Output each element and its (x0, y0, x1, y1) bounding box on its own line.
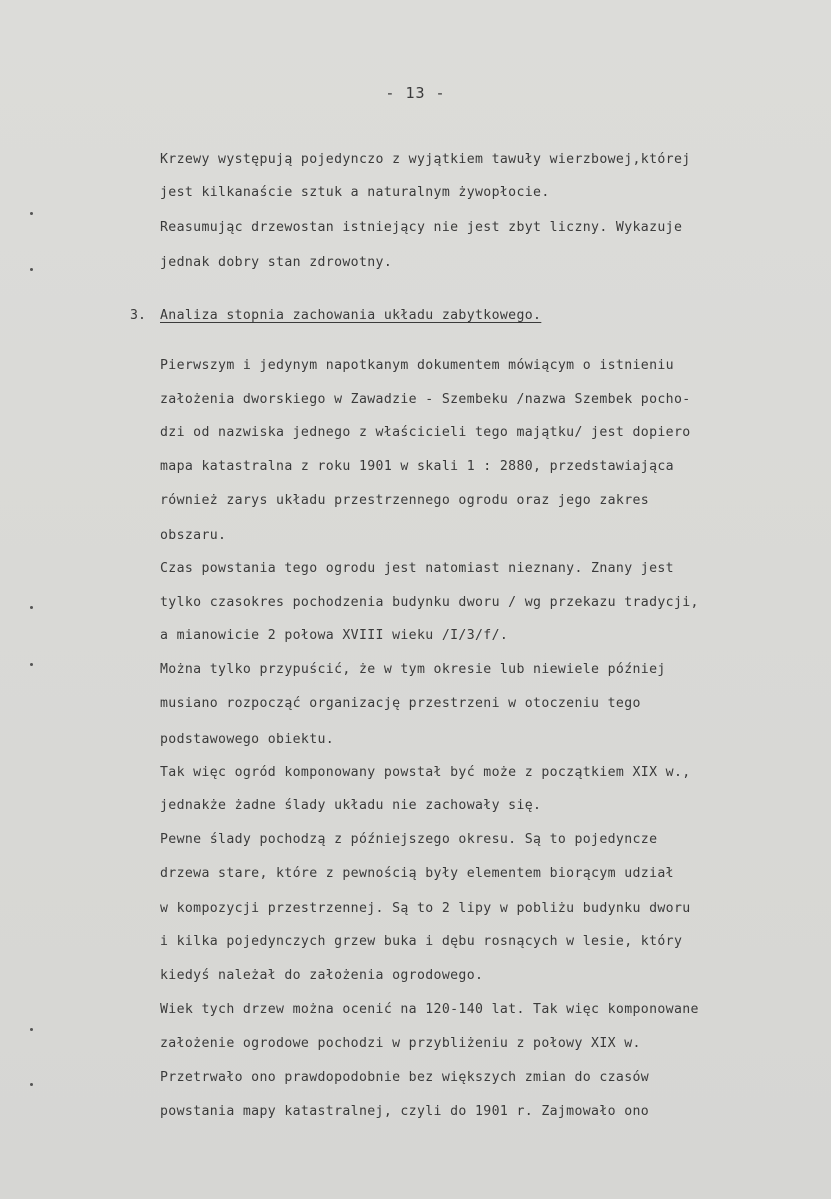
text-line: Można tylko przypuścić, że w tym okresie lub niewiele później (160, 662, 666, 677)
text-line: założenia dworskiego w Zawadzie - Szembeku /nazwa Szembek pocho- (160, 392, 691, 407)
margin-mark (30, 1083, 33, 1086)
margin-mark (30, 663, 33, 666)
text-line: kiedyś należał do założenia ogrodowego. (160, 968, 484, 983)
text-line: drzewa stare, które z pewnością były elementem biorącym udział (160, 866, 674, 881)
text-line: jednak dobry stan zdrowotny. (160, 255, 393, 270)
text-line: podstawowego obiektu. (160, 732, 335, 747)
text-line: mapa katastralna z roku 1901 w skali 1 : 2880, przedstawiająca (160, 459, 674, 474)
margin-mark (30, 1028, 33, 1031)
margin-mark (30, 212, 33, 215)
text-line: w kompozycji przestrzennej. Są to 2 lipy w pobliżu budynku dworu (160, 901, 691, 916)
text-line: Pierwszym i jedynym napotkanym dokumentem mówiącym o istnieniu (160, 358, 674, 373)
section-title: Analiza stopnia zachowania układu zabytkowego. (160, 308, 542, 323)
text-line: Wiek tych drzew można ocenić na 120-140 lat. Tak więc komponowane (160, 1002, 699, 1017)
text-line: Czas powstania tego ogrodu jest natomiast nieznany. Znany jest (160, 561, 674, 576)
text-line: musiano rozpocząć organizację przestrzeni w otoczeniu tego (160, 696, 641, 711)
text-line: Krzewy występują pojedynczo z wyjątkiem tawuły wierzbowej,której (160, 152, 691, 167)
text-line: jest kilkanaście sztuk a naturalnym żywopłocie. (160, 185, 550, 200)
text-line: Reasumując drzewostan istniejący nie jest zbyt liczny. Wykazuje (160, 220, 683, 235)
text-line: a mianowicie 2 połowa XVIII wieku /I/3/f/. (160, 628, 509, 643)
text-line: powstania mapy katastralnej, czyli do 1901 r. Zajmowało ono (160, 1104, 650, 1119)
page-number: - 13 - (385, 84, 446, 102)
text-line: założenie ogrodowe pochodzi w przybliżeniu z połowy XIX w. (160, 1036, 641, 1051)
text-line: i kilka pojedynczych grzew buka i dębu rosnących w lesie, który (160, 934, 683, 949)
text-line: jednakże żadne ślady układu nie zachowały się. (160, 798, 542, 813)
margin-mark (30, 606, 33, 609)
text-line: tylko czasokres pochodzenia budynku dworu / wg przekazu tradycji, (160, 595, 699, 610)
text-line: obszaru. (160, 528, 227, 543)
text-line: Przetrwało ono prawdopodobnie bez większych zmian do czasów (160, 1070, 650, 1085)
text-line: Tak więc ogród komponowany powstał być może z początkiem XIX w., (160, 765, 691, 780)
text-line: dzi od nazwiska jednego z właścicieli tego majątku/ jest dopiero (160, 425, 691, 440)
section-number: 3. (130, 308, 146, 323)
text-line: również zarys układu przestrzennego ogrodu oraz jego zakres (160, 493, 650, 508)
text-line: Pewne ślady pochodzą z późniejszego okresu. Są to pojedyncze (160, 832, 658, 847)
margin-mark (30, 268, 33, 271)
